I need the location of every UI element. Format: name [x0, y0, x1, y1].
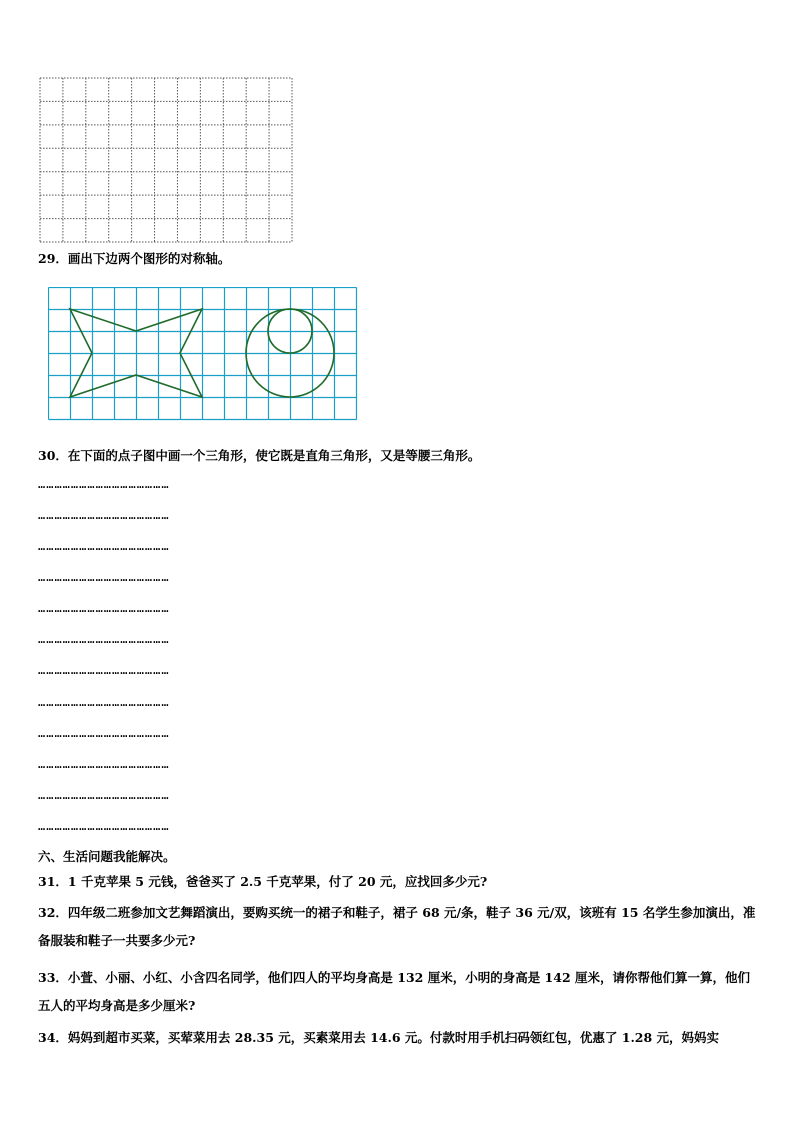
dot-row: …………………………………………	[38, 664, 170, 676]
question-34: 34．妈妈到超市买菜，买荤菜用去 28.35 元，买素菜用去 14.6 元。付款时用手机扫码领红包，优惠了 1.28 元，妈妈实	[38, 1030, 720, 1045]
dot-row: …………………………………………	[38, 696, 170, 708]
dot-row: …………………………………………	[38, 633, 170, 645]
dot-row: …………………………………………	[38, 540, 170, 552]
symmetry-figure	[48, 287, 362, 423]
dot-row: …………………………………………	[38, 758, 170, 770]
question-30: 30．在下面的点子图中画一个三角形，使它既是直角三角形，又是等腰三角形。	[38, 448, 481, 463]
question-33: 33．小萱、小丽、小红、小含四名同学，他们四人的平均身高是 132 厘米，小明的身高是 142 厘米，请你帮他们算一算，他们五人的平均身高是多少厘米?	[38, 970, 750, 1013]
section-6-title: 六、生活问题我能解决。	[38, 849, 176, 864]
dot-row: …………………………………………	[38, 820, 170, 832]
dot-row: …………………………………………	[38, 509, 170, 521]
top-dotted-grid	[39, 77, 293, 243]
dot-row: …………………………………………	[38, 571, 170, 583]
question-32: 32．四年级二班参加文艺舞蹈演出，要购买统一的裙子和鞋子，裙子 68 元/条，鞋子 36 元/双，该班有 15 名学生参加演出，准备服装和鞋子一共要多少元?	[38, 905, 756, 948]
dot-row: …………………………………………	[38, 727, 170, 739]
dot-row: …………………………………………	[38, 478, 170, 490]
dot-row: …………………………………………	[38, 789, 170, 801]
question-31: 31．1 千克苹果 5 元钱，爸爸买了 2.5 千克苹果，付了 20 元，应找回多少元?	[38, 874, 488, 889]
dot-row: …………………………………………	[38, 602, 170, 614]
question-29: 29．画出下边两个图形的对称轴。	[38, 251, 231, 266]
